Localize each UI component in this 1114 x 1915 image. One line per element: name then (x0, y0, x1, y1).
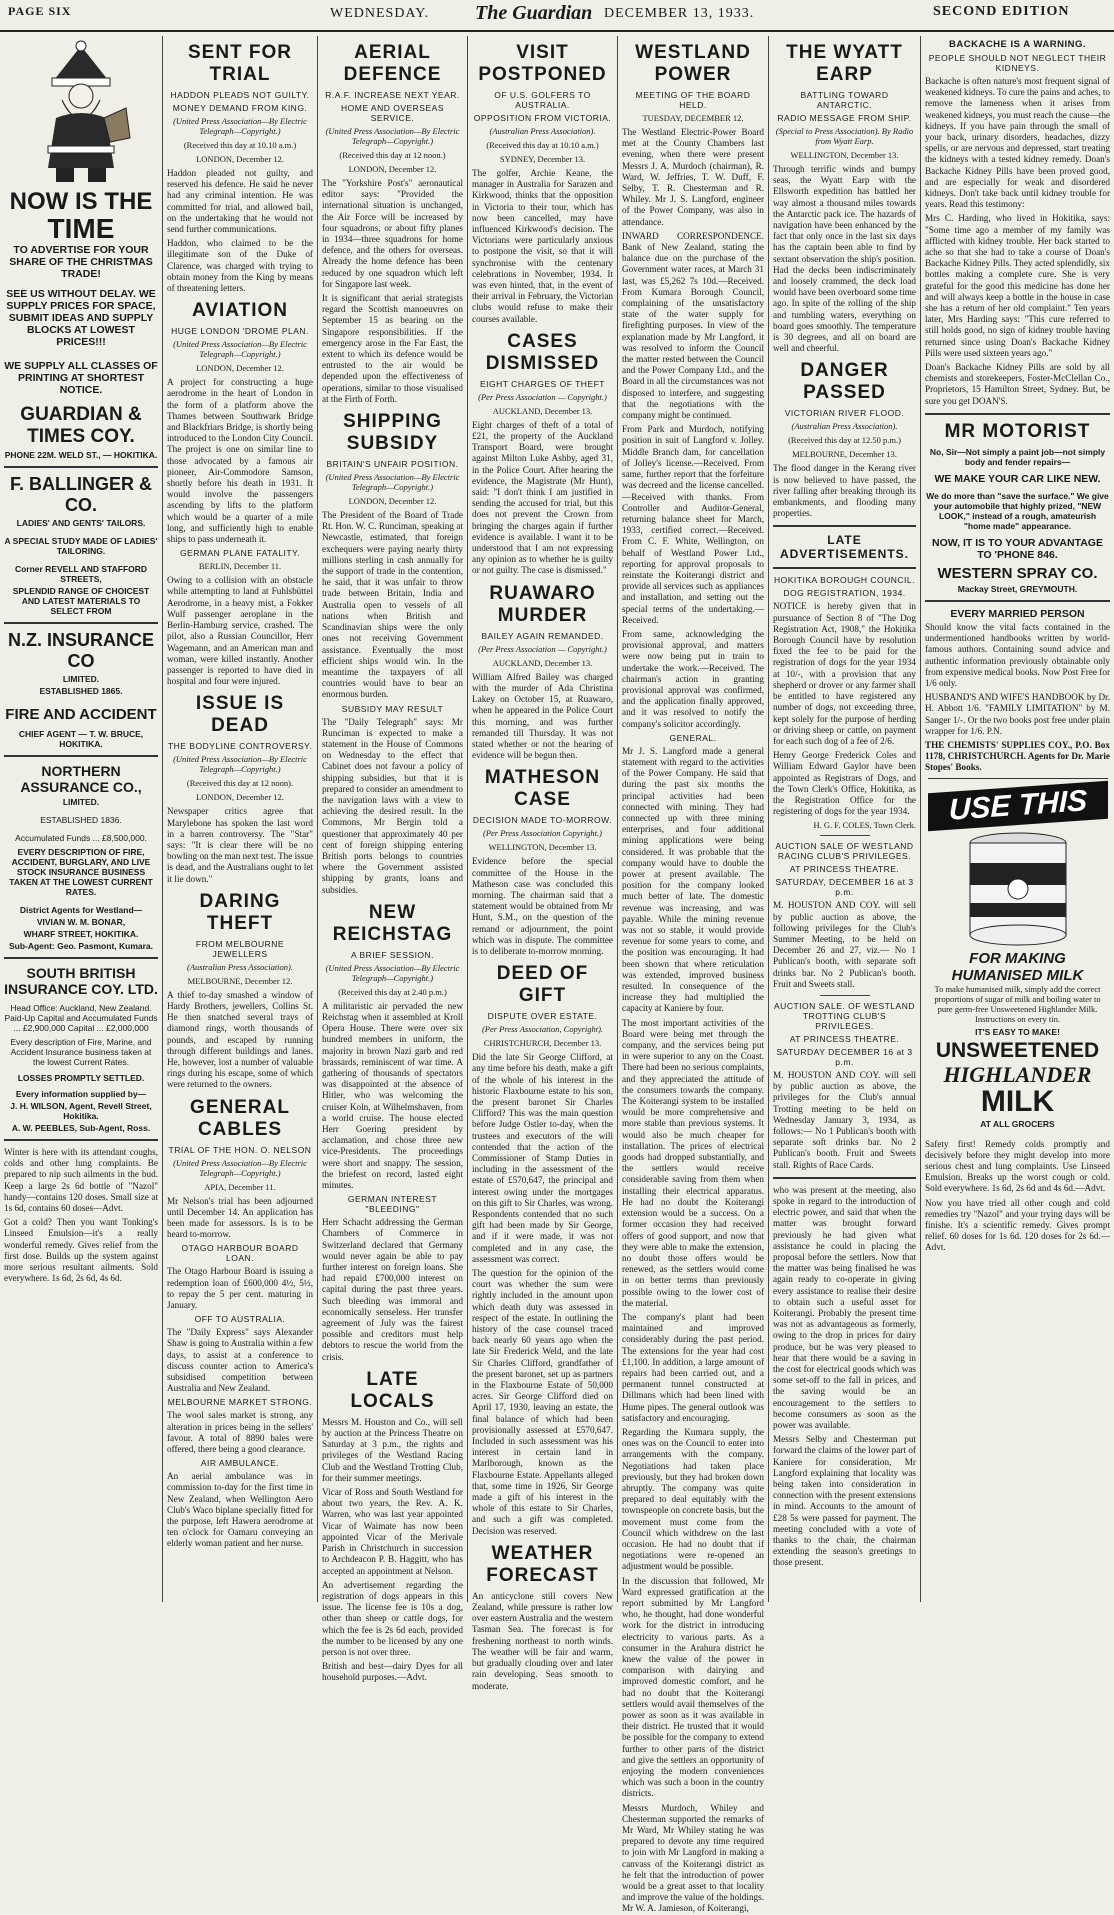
credit: (Australian Press Association). (489, 126, 596, 136)
subhead: BATTLING TOWARD ANTARCTIC. (800, 90, 889, 110)
dateline: AUCKLAND, December 13. (492, 657, 593, 668)
dateline: BERLIN, December 11. (198, 561, 282, 572)
column-ads (0, 36, 162, 1602)
subhead: GENERAL. (669, 732, 717, 743)
article-paragraph: The Otago Harbour Board is issuing a redemption loan of £600,000 4½, 5½, to repay the 5 per cent. maturing in January. (167, 1266, 313, 1310)
article-paragraph: The "Daily Express" says Alexander Shaw is going to Australia within a few days, to assist at a conference to discuss counter action to America's subsidised competition between Australia and New Zealand. (167, 1327, 313, 1394)
subhead: DECISION MADE TO-MORROW. (472, 815, 613, 826)
ad-nz-insurance: N.Z. INSURANCE CO (7, 630, 154, 671)
ad-vivian-bonar: VIVIAN W. M. BONAR, (36, 917, 126, 927)
subhead: TRIAL OF THE HON. O. NELSON (168, 1144, 312, 1155)
credit: (United Press Association—By Electric Telegraph—Copyright.) (173, 116, 307, 136)
headline-cases-dismissed: CASES DISMISSED (485, 330, 600, 374)
santa-claus-illustration (26, 38, 136, 188)
dateline: LONDON, December 12. (348, 496, 437, 507)
subhead: AT PRINCESS THEATRE. (789, 864, 900, 875)
divider (4, 1139, 158, 1141)
subhead: DISPUTE OVER ESTATE. (487, 1011, 598, 1022)
article-paragraph: Evidence before the special committee of the House in the Matheson case was concluded this morning. The chairman said that a statement would be obtained from Mr Hunt, S.M., on the question of the remand or adjournment, the point which was in dispute. The committee is to deliberate to-morrow morning. (472, 856, 613, 956)
ad-paragraph: THE CHEMISTS' SUPPLIES COY., P.O. Box 1178, CHRISTCHURCH. Agents for Dr. Marie Stopes' Books. (925, 739, 1110, 773)
headline-visit-postponed: VISIT POSTPONED (478, 42, 607, 85)
ad-sub-agent: Sub-Agent: Geo. Pasmont, Kumara. (8, 941, 154, 951)
subhead: BRITAIN'S UNFAIR POSITION. (326, 459, 459, 470)
article-paragraph: The company's plant had been maintained and improved considerably during the past period. The extensions for the year had cost £1,100. In addition, a large amount of repairs had been carried out, and a permanent tunnel constructed at Dillmans which had been lined with Hume pipes. The general outlook was satisfactory and encouraging. (622, 1311, 764, 1423)
ad-information: Every information supplied by— (15, 1089, 147, 1099)
article-paragraph: Did the late Sir George Clifford, at any time before his death, make a gift of the whole of his interest in the historic Flaxbourne estate to his son, the present baronet Sir Charles Clifford? This was the main question before Judge Ostler to-day, when the trustees and executors of the will contended that the action of the Commissioner of Stamp Duties in including in the assessment of the estate of £570,647, the principal and interest owing under the mortgages on this gift to Sir Charles, was wrong. Respondents contended that no such gift had been made by Sir George, and if it were made, it was not completed and in any case, the assessment was correct. (472, 1052, 613, 1264)
divider (773, 525, 916, 527)
headline-shipping-subsidy: SHIPPING SUBSIDY (343, 411, 442, 455)
ad-northern-assurance: NORTHERN ASSURANCE CO., (20, 763, 142, 795)
ad-fire-accident: FIRE AND ACCIDENT (5, 706, 157, 723)
article-paragraph: An aerial ambulance was in commission to-day for the first time in New Zealand, when Wellington Aero Club's Waco biplane specially fitted for the purpose, left Hawera aerodrome at ten o'clock for Oamaru conveying an elderly woman patient and her nurse. (167, 1471, 313, 1549)
credit: (Per Press Association, Copyright). (481, 1024, 604, 1035)
ad-northern-limited: LIMITED. (62, 797, 100, 807)
notice-paragraph: Henry George Frederick Coles and William Edward Gaylor have been appointed as Registrars of Dogs, and the Town Clerk's Office, Hokitika, as the Registration Office for the registering of dogs for the year 1934. (773, 750, 916, 817)
article-paragraph: The President of the Board of Trade Rt. Hon. W. C. Runciman, speaking at Newcastle, estimated, that foreign exchequers were paying nearly thirty millions sterling in cash annually for the support of trade in the contention, he said, that it was unfair to throw trade between Britain, India and Australia open to vessels of all nations when British and Scandinavian ships were the only ones not receiving Government assistance. Eventually the most efficient ships would win. In the meantime the taxpayers of all countries would have to bear an enormous burden. (322, 510, 463, 700)
article-paragraph: Haddon, who claimed to be the illegitimate son of the Duke of Clarence, was charged with trying to obtain money from the King by means of threatening letters. (167, 238, 313, 294)
subhead: OTAGO HARBOUR BOARD LOAN. (181, 1243, 299, 1264)
article-paragraph: Regarding the Kumara supply, the ones was on the Council to enter into arrangements with the company. Negotiations had taken place previously, but they had broken down abruptly. The company was quite prepared to deal equitably with the townspeople on concrete basis, but the movement must come from the Council which withdrew on the last occasion. He had no doubt that if negotiations were re-opened an adjustment would be possible. (622, 1426, 764, 1572)
ad-advertise: TO ADVERTISE FOR YOUR SHARE OF THE CHRISTMAS TRADE! (9, 244, 153, 280)
divider (925, 413, 1110, 415)
ad-line: NOW, IT IS TO YOUR ADVANTAGE TO 'PHONE 846. (932, 536, 1103, 561)
ad-paragraph: Should know the vital facts contained in the undermentioned handbooks written by world-famous authors. Containing sound advice and authentic information previously obtainable only from expensive medical books. Now Post Free for 1/6 only. (925, 621, 1110, 688)
article-paragraph: William Alfred Bailey was charged with the murder of Ada Christina Lakey on October 15, at Ruawaro, when he appeared in the Police Court this morning, and was further remanded till Thursday. It was not stated whether or not the hearing of evidence will be begun then. (472, 671, 613, 761)
divider (925, 600, 1110, 602)
milk-ad-unsweetened: UNSWEETENED (935, 1038, 1100, 1062)
headline-late-advertisements: LATE ADVERTISEMENTS. (779, 533, 909, 562)
ad-now-is-the: NOW IS THE (9, 188, 153, 215)
article-paragraph: A project for constructing a huge aerodrome in the heart of London in the form of a platform above the Thames between Southwark Bridge and Blackfriars Bridge, is shortly being introduced to the London City Council. The project is one on similar line to those advocated by a famous air pioneer, Air-Commodore Samson, shortly before his death in 1931. It would involve the passengers ascending by lifts to the platform which would be a quarter of a mile long, and sufficiently high to enable ships to pass underneath it. (167, 377, 313, 545)
ad-paragraph: Doan's Backache Kidney Pills are sold by all chemists and storekeepers, Foster-McClellan Co., Proprietors, 15 Hamilton Street, Sydney. But, be sure you get DOAN'S. (925, 362, 1110, 406)
article-paragraph: From same, acknowledging the provisional approval, and matters were now being put in train to undertake the work.—Received. The chairman's action in granting provisional approval was confirmed, and the application finally approved, and it was resolved to notify the company's solicitor accordingly. (622, 628, 764, 729)
article-paragraph: Haddon pleaded not guilty, and reserved his defence. He said he never had any criminal intention. He was committed for trial, and allowed bail, on the undertaking that he would not send further communications. (167, 168, 313, 235)
article-paragraph: An advertisement regarding the registration of dogs appears in this issue. The license fee is 10s a dog, other than sheep or cattle dogs, for which the fee is 2s 6d each, provided the number to be licensed by any one person is not over three. (322, 1579, 463, 1657)
divider (820, 835, 870, 836)
headline-sent-for-trial: SENT FOR TRIAL (187, 42, 293, 85)
notice-paragraph: NOTICE is hereby given that in pursuance of Section 8 of "The Dog Registration Act, 1908," the Hokitika Borough Council have by resolution fixed the fee to be paid for the registration of dogs for the year 1934 at 10/-, with a provision that any shepherd or drover or any farmer shall be entitled to have registered any number of dogs, not exceeding three, kept solely for the purpose of herding or driving sheep or cattle, on payment for each such dog of a fee of 2/6. (773, 601, 916, 746)
article-paragraph: Mr Nelson's trial has been adjourned until December 14. An application has been made for assessors. Is is to be heard to-morrow. (167, 1195, 313, 1240)
credit: (United Press Association—By Electric Telegraph—Copyright.) (173, 754, 307, 775)
subhead: VICTORIAN RIVER FLOOD. (784, 408, 905, 419)
divider (4, 755, 158, 757)
headline-ruawaro-murder: RUAWARO MURDER (489, 582, 596, 626)
masthead-day: WEDNESDAY. (330, 6, 430, 21)
ad-paragraph: Safety first! Remedy colds promptly and decisively before they might develop into more serious chest and lung complaints. Use Linseed Emulsion. Breaks up the worst cough or cold. Sold everywhere. 1s 6d, 2s 6d and 4s 6d.—Advt. (925, 1138, 1110, 1194)
highlander-milk-ad (928, 778, 1108, 1139)
article-paragraph: Owing to a collision with an obstacle while attempting to land at Fuhlsbüttel Aerodrome, in a heavy mist, a Fokker Wulf passenger aeroplane in the Berlin-Hamburg service, crashed. The pilot, also a Russian Councillor, Herr Wagemann, and an American man and woman, were killed instantly. Another passenger is reported to have died in hospital and four were injured. (167, 575, 313, 687)
column-7 (921, 36, 1114, 1602)
column-5 (618, 36, 768, 1914)
received-time: (Received this day at 10.10 a.m.) (183, 140, 297, 150)
article-paragraph: A militaristic air pervaded the new Reichstag when it assembled at Kroll Opera House. There were over six hundred members in uniform, the majority in brown Nazi garb and red brassards, reminiscent of war time. A gathering of thousands of spectators was disappointed at the absence of Hitler, who was welcoming the cruiser Koln, at Wilhelmshaven, from a world cruise. The house elected Herr Goering president by acclamation, and chose three new vice-Presidents. The proceedings were short and snappy. The session, the briefest on record, lasted eight minutes. (322, 1000, 463, 1191)
edition-label: SECOND EDITION (933, 4, 1070, 19)
article-paragraph: The Westland Electric-Power Board met at the County Chambers last evening, when there were present Messrs J. A. Murdoch (chairman), R. Ward, W. Jeffries, T. W. Duff, F. Selby, T. R. Chesterman and R. Whiley. Mr J. S. Langford, engineer of the Power Company, was also in attendance. (622, 127, 764, 227)
ad-splendid: SPLENDID RANGE OF CHOICEST AND LATEST MATERIALS TO SELECT FROM (12, 586, 150, 616)
masthead-date: DECEMBER 13, 1933. (604, 6, 755, 21)
ad-corner: Corner REVELL AND STAFFORD STREETS, (14, 564, 148, 584)
article-paragraph: Messrs Selby and Chesterman put forward the claims of the lower part of Kaniere for consideration, Mr Langford explaining that locality was being taken into consideration in connection with the present extensions in mind. Accounts to the amount of £28 5s were passed for payment. The meeting concluded with a vote of thanks to the chair, the chairman extending the season's greetings to those present. (773, 1434, 916, 1568)
headline-wyatt-earp: THE WYATT EARP (786, 42, 903, 85)
headline-danger-passed: DANGER PASSED (800, 360, 889, 404)
article-paragraph: The flood danger in the Kerang river is now believed to have passed, the river falling after breaking through its embankments, and flooding many properties. (773, 463, 916, 519)
notice-signature: H. G. F. COLES, Town Clerk. (813, 820, 916, 831)
article-paragraph: The wool sales market is strong, any alteration in prices being in the sellers' favour. A total of 8890 bales were offered, there being a good clearance. (167, 1410, 313, 1455)
article-paragraph: In the discussion that followed, Mr Ward expressed gratification at the report submitted by Mr Langford who, he thought, had done wonderful work for the district in introducing electricity to various parts. As a consumer in the Arahura district he knew the value of the power in comparison with dairying and improved domestic comfort, and he had no doubt that the Koiterangi settlers would avail themselves of the power as soon as it was available in their district. He trusted that it would be possible for the company to extend further to other parts of the district and give the settlers an opportunity of enjoying the modern conveniences which was such a boon in the country districts. (622, 1575, 764, 1799)
subhead: EIGHT CHARGES OF THEFT (480, 378, 605, 389)
credit: (Special to Press Association). By Radio from Wyatt Earp. (775, 126, 914, 146)
dateline: APIA, December 11. (204, 1181, 276, 1192)
ad-line: WE MAKE YOUR CAR LIKE NEW. (934, 472, 1101, 485)
article-paragraph: The "Yorkshire Post's" aeronautical editor says: "Provided the international situation is unchanged, the Air Force will be increased by four squadrons, or about fifty planes in 1934—three squadrons for home defence, and the others for overseas. Already the home defence has been reduced by one squadron which left for Singapore last week. (322, 178, 463, 289)
ad-paragraph: Now you have tried all other cough and cold remedies try "Nazol" and your trying days will be finishe. It's a scientific remedy. Gives prompt relief. 60 doses for 1s 6d. 120 doses for 2s 6d.—Advt. (925, 1197, 1110, 1253)
received-time: (Received this day at 12.50 p.m.) (788, 435, 901, 446)
ad-ballinger: F. BALLINGER & CO. (10, 474, 152, 515)
dateline: TUESDAY, DECEMBER 12. (642, 113, 744, 123)
subhead: HOME AND OVERSEAS SERVICE. (341, 103, 444, 123)
dateline: CHRISTCHURCH, December 13. (483, 1038, 602, 1049)
subhead: AT PRINCESS THEATRE. (789, 1033, 900, 1044)
article-paragraph: It is significant that aerial strategists regard the Scottish manoeuvres on September 15 as bearing on the Singapore responsibilities. If the emergency arose in the Far East, the extent to which its defence would be entrusted to the air would be depended upon the effectiveness of operations, similar to those visualised at the Firth of Forth. (322, 293, 463, 404)
ad-funds: Accumulated Funds ... £8,500,000. (15, 833, 147, 843)
ad-paragraph: Mrs C. Harding, who lived in Hokitika, says: "Some time ago a member of my family was afflicted with kidney trouble. Her back started to ache so that she had to take a course of Doan's Backache Kidney Pills. They acted splendidly, six bottles making a complete cure. She is very grateful for the good this medicine has done her and will always keep a bottle in the house in case she has a return of her old complaint." Ten years later, Mrs Harding says: "This cure referred to still holds good, no sign of kidney trouble having returned since using Doan's Backache Kidney Pills were used sixteen years ago." (925, 213, 1110, 358)
ad-western-spray: WESTERN SPRAY CO. (937, 564, 1098, 582)
milk-ad-use-this: USE THIS (928, 780, 1108, 831)
subhead: AUCTION SALE. OF WESTLAND TROTTING CLUB'S PRIVILEGES. (774, 1000, 915, 1031)
article-paragraph: From Park and Murdoch, notifying position in suit of Langford v. Jolley. Middle Branch dam, for cancellation of Jolley's license.—Received. From same, further report that the forfeiture was decreed and the license cancelled.—Received with thanks. From Controller and Auditor-General, returning balance sheet for March, 1933, certified correct.—Received. From C. F. White, Wellington, on behalf of Westland Power Ltd., reporting for approval proposals to reinstate the Koiterangi district and provide all services such as appliances and installation, and setting out the special terms of the undertaking.—Received. (622, 424, 764, 625)
ad-linseed-emulsion: Got a cold? Then you want Tonking's Linseed Emulsion—it's a really wonderful remedy. Gives relief from the first dose. Builds up the system against more serious resultant ailments. Sold everywhere. 1s 6d, 2s 6d, 4s 6d. (4, 1217, 158, 1284)
subhead: MONEY DEMAND FROM KING. (172, 103, 308, 113)
ad-see-us: SEE US WITHOUT DELAY. WE SUPPLY PRICES FOR SPACE, SUBMIT IDEAS AND SUPPLY BLOCKS AT LOWEST PRICES!!! (6, 288, 156, 348)
article-paragraph: Newspaper critics agree that Marylebone has spoken the last word in a barren controversy. The "Star" says: "It is clear there will be no bowling on the man next test. The issue is dead, and the Australians ought to let it lie down." (167, 806, 313, 884)
ad-line: No, Sir—Not simply a paint job—not simply body and fender repairs— (929, 446, 1106, 467)
article-paragraph: Vicar of Ross and South Westland for about two years, the Rev. A. K. Warren, who was last year appointed Vicar of Waimate has now been appointed Vicar of the Merivale Parish in Christchurch in succession to Archdeacon P. B. Haggitt, who has accepted an appointment at Nelson. (322, 1487, 463, 1576)
subhead: PEOPLE SHOULD NOT NEGLECT THEIR KIDNEYS. (928, 53, 1107, 73)
ad-every-description: EVERY DESCRIPTION OF FIRE, ACCIDENT, BURGLARY, AND LIVE STOCK INSURANCE BUSINESS TAKEN AT THE LOWEST CURRENT RATES. (9, 847, 153, 897)
subhead: AIR AMBULANCE. (200, 1458, 280, 1469)
divider (773, 567, 916, 569)
dateline: LONDON, December 12. (348, 164, 437, 174)
credit: (Per Press Association Copyright.) (483, 828, 602, 839)
subhead: OF U.S. GOLFERS TO AUSTRALIA. (494, 90, 591, 110)
column-4 (468, 36, 617, 1691)
headline-aerial-defence: AERIAL DEFENCE (343, 42, 442, 85)
ad-married-person: EVERY MARRIED PERSON (950, 607, 1085, 620)
article-paragraph: A thief to-day smashed a window of Hardy Brothers, jewellers, Collins St. He then snatched several trays of diamond rings, worth thousands of pounds, and escaped by running through different buildings and lanes. He, however, lost a number of valuable rings during his escape, some of which were returned to the owners. (167, 989, 313, 1090)
milk-ad-instructions: To make humanised milk, simply add the correct proportions of sugar of milk and boiling water to pure germ-free Unsweetened Highlander Milk. Instructions on every tin. (934, 983, 1101, 1024)
article-paragraph: The golfer, Archie Keane, the manager in Australia for Sarazen and Kirkwood, thinks that the opposition in Victoria to their tour, which has now been cancelled, may have influenced Kirkwood's decision. The Victorians were particularly anxious to postpone the visit, so that it will synchronise with the centenary celebrations in November, 1934. It was even hinted, that, in the event of their arrival in February, the Victorian clubs would refuse to make their courses available. (472, 168, 613, 324)
headline-weather-forecast: WEATHER FORECAST (486, 1542, 599, 1586)
ad-district-agents: District Agents for Westland— (19, 905, 143, 915)
dateline: WELLINGTON, December 13. (488, 842, 597, 853)
notice-paragraph: M. HOUSTON AND COY. will sell by public auction as above, the following privileges for the Club's Summer Meeting, to be held on December 26 and 27, viz.— No 1 Publican's booth, with separate soft drinks bar. No 2 Publican's booth. Fruit and Sweets stall. (773, 900, 916, 989)
column-2 (163, 36, 317, 1602)
headline-aviation: AVIATION (192, 300, 288, 322)
subhead: DOG REGISTRATION, 1934. (783, 588, 906, 599)
received-time: (Received this day at 12 noon.) (339, 150, 446, 160)
headline-general-cables: GENERAL CABLES (190, 1096, 290, 1140)
divider (773, 1177, 916, 1179)
subhead: OFF TO AUSTRALIA. (194, 1314, 286, 1325)
article-paragraph: The question for the opinion of the court was whether the sum were rightly included in the amount upon which death duty was assessed in respect of the estate. In outlining the history of the case counsel traced back nearly 60 years ago when the late Sir Frederick Weld, and the late Sir Charles Clifford, grandfather of the present baronet, set up as partners in the Flaxbourne Estate of 50,000 acres. Sir George Clifford died on April 17, 1930, leaving an estate, the final balance of which had been provisionally assessed at £570,647. Included in such assessment was his interest in certain land in Marlborough, known as the Flaxbourne Estate. Appellants alleged that, some time in 1926, Sir George made a gift of his interest in the whole of this estate to Sir Charles, and such a gift was completed. Decision was reserved. (472, 1268, 613, 1536)
dateline: SYDNEY, December 13. (499, 154, 586, 164)
credit: (United Press Association—By Electric Telegraph—Copyright.) (325, 962, 460, 983)
headline-new-reichstag: NEW REICHSTAG (332, 901, 453, 945)
subhead: MEETING OF THE BOARD HELD. (635, 90, 751, 110)
column-6 (769, 36, 920, 1602)
column-3 (318, 36, 467, 1683)
ad-every-description-2: Every description of Fire, Marine, and Accident Insurance business taken at the lowest Current Rates. (10, 1037, 152, 1067)
ad-paragraph: Backache is often nature's most frequent signal of weakened kidneys. To cure the pains and aches, to remove the lameness when it arises from weakened kidneys, you must reach the cause—the kidneys. If you have pain through the small of your back, urinary disorders, headaches, dizzy spells, or are nervous and depressed, start treating the kidneys with a tested kidney remedy. Doan's Backache Kidney Pills have been proved good, and are especially for weak and disordered kidneys. Don't take back until kidney trouble for years. Read this testimony: (925, 76, 1110, 210)
subhead: A BRIEF SESSION. (350, 949, 435, 960)
ad-limited: LIMITED. (62, 674, 100, 684)
article-paragraph: Eight charges of theft of a total of £21, the property of the Auckland Transport Board, were brought against Milton Luke Ashby, aged 31, in the Police Court. After hearing the evidence, the Magistrate (Mr Hunt), said: "I don't think I am justified in sending the accused for trial, but this does not prevent the Crown from bringing the charges again if further evidence is available. I want it to be understood that I am not expressing any opinion as to whether he is guilty or not guilty. The case is dismissed." (472, 419, 613, 576)
credit: (Per Press Association — Copyright.) (478, 391, 607, 402)
ad-south-british: SOUTH BRITISH INSURANCE COY. LTD. (4, 965, 158, 997)
credit: (Australian Press Association). (186, 961, 293, 972)
page-number: PAGE SIX (8, 4, 72, 18)
newspaper-title: The Guardian (475, 2, 593, 24)
article-paragraph: Through terrific winds and bumpy seas, the Wyatt Earp with the Ellsworth expedition has battled her way almost a thousand miles towards the Antarctic pack ice. The hazards of navigation have been enhanced by the fact that only once in the last six days has the captain been able to find by sextant observation the ship's position. Had the decks been indiscriminately and loosely crammed, the deck load would have been overboard some time ago. In spite of the rolling of the ship and tumbling waters, everything on board goes smoothly. The temperature is 30 degrees, and all on board are well and cheerful. (773, 164, 916, 354)
masthead (0, 0, 1114, 32)
article-paragraph: Mr J. S. Langford made a general statement with regard to the activities of the Power Company. He said that during the past six months the principal activities had been connected with mining. They had connected up with three mining enterprises, and four additional mining applications were being considered. It was probable that the company would have to double the power at present available. The position for the company looked much better of late. The domestic revenue was increasing, and was payable. While the mining revenue was not so stable, it would provide revenue for some years to come, and the position was encouraging. It had been shown that where reticulation was extended, improved business resulted. In consequence of the increase they had multiplied the capacity at Kaniere by four. (622, 745, 764, 1014)
article-paragraph: who was present at the meeting, also spoke in regard to the introduction of electric power, and said that when the matter was brought forward previously he had given what assistance he could in placing the proposal before the settlers. Now that the matter was being finalised he was again ready to co-operate in giving every assistance to realise their desire to obtain such a useful asset for Koiterangi. Probably the present time was not as advantageous as formerly, owing to the drop in prices for dairy produce, but he was very pleased to hear that there would be a saving in the cost for electrical goods which was some set-off to the fall in prices, and the saving would be an encouragement to the settlers to become consumers as soon as the power was available. (773, 1184, 916, 1431)
received-time: (Received this day at 12 noon). (186, 778, 294, 789)
ad-line: We do more than "save the surface." We give your automobile that highly prized, "NEW LOOK," instead of a rough, amateurish "home made" appearance. (926, 490, 1109, 531)
article-paragraph: The "Daily Telegraph" says: Mr Runciman is expected to make a statement in the House of Commons on Wednesday to the effect that Cabinet does not favour a policy of shipping subsidies, but that it is prepared to consider an amendment to the navigation laws with a view to achieving the desired result. In the Commons, Mr Bergin told a questioner that approximately 40 per cent of foreign shipping entering British ports belongs to countries where the Government assisted shipping by grants, loans and subsidies. (322, 716, 463, 895)
credit: (United Press Association—By Electric Telegraph—Copyright.) (173, 1157, 307, 1178)
received-time: (Received this day at 2.40 p.m.) (338, 986, 447, 997)
article-paragraph: Herr Schacht addressing the German Chambers of Commerce in Switzerland declared that Germany would never again be able to pay further interest on foreign loans. She had repaid £700,000 interest on capital during the past three years. Such bleeding was immoral and economically senseless. Her transfer agreement of July was the fairest possible and creditors must help debtors to rescue the world from the crisis. (322, 1217, 463, 1362)
article-paragraph: British and best—dairy Dyes for all household purposes.—Advt. (322, 1661, 463, 1683)
credit: (United Press Association—By Electric Telegraph—Copyright.) (173, 339, 307, 360)
subhead: HUGE LONDON 'DROME PLAN. (171, 326, 309, 337)
ad-line: Mackay Street, GREYMOUTH. (957, 583, 1078, 594)
divider (4, 466, 158, 468)
milk-tin-icon (928, 825, 1108, 945)
subhead: HADDON PLEADS NOT GUILTY. (170, 90, 310, 100)
dateline: LONDON, December 12. (196, 792, 284, 803)
headline-mr-motorist: MR MOTORIST (944, 420, 1091, 442)
milk-ad-milk: MILK (980, 1084, 1055, 1118)
ad-losses: LOSSES PROMPTLY SETTLED. (17, 1073, 145, 1083)
ad-established: ESTABLISHED 1865. (39, 686, 123, 696)
ad-wharf-street: WHARF STREET, HOKITIKA. (23, 929, 139, 939)
ad-study: A SPECIAL STUDY MADE OF LADIES' TAILORING. (4, 536, 158, 556)
ad-established-1836: ESTABLISHED 1836. (40, 815, 122, 825)
ad-paragraph: HUSBAND'S AND WIFE'S HANDBOOK by Dr. H. Abbott 1/6. "FAMILY LIMITATION" by M. Sanger 1/-. Or the two books post free under plain wrapper for 1/6. P.N. (925, 692, 1110, 736)
subhead: GERMAN INTEREST "BLEEDING" (347, 1194, 438, 1215)
headline-matheson-case: MATHESON CASE (484, 767, 601, 811)
headline-deed-of-gift: DEED OF GIFT (496, 963, 589, 1007)
dateline: MELBOURNE, December 12. (187, 975, 293, 986)
headline-daring-theft: DARING THEFT (199, 890, 281, 934)
dateline: MELBOURNE, December 13. (792, 449, 897, 460)
subhead: SATURDAY, DECEMBER 16 at 3 p.m. (775, 877, 914, 898)
ad-chief-agent: CHIEF AGENT — T. W. BRUCE, HOKITIKA. (18, 729, 144, 749)
milk-ad-easy: IT'S EASY TO MAKE! (975, 1026, 1060, 1037)
milk-ad-highlander: HIGHLANDER (943, 1061, 1092, 1087)
ad-time: TIME (47, 213, 115, 244)
article-paragraph: An anticyclone still covers New Zealand, while pressure is rather low over eastern Australia and the western Tasman Sea. The forecast is for freshening northeast to north winds. The weather will be fair and warm, but gradually clouding over and later rain developing. Seas smooth to moderate. (472, 1590, 613, 1691)
dateline: AUCKLAND, December 13. (492, 405, 593, 416)
subhead: HOKITIKA BOROUGH COUNCIL. (774, 575, 915, 586)
ad-winter-nazol: Winter is here with its attendant coughs, colds and other lung complaints. Be prepared to nip such ailments in the bud. Keep a large 2s 6d bottle of "Nazol" handy—contains 120 doses. Small size at 1s 6d, contains 60 doses—Advt. (4, 1147, 158, 1214)
credit: (United Press Association—By Electric Telegraph—Copyright.) (325, 126, 460, 146)
credit: (Per Press Association — Copyright.) (478, 643, 607, 654)
subhead: RADIO MESSAGE FROM SHIP. (777, 113, 912, 123)
article-paragraph: INWARD CORRESPONDENCE. Bank of New Zealand, stating the balance due on the purchase of the Government water races, at March 31 last, was £5,262 7s 10d.—Received. From Kumara Borough Council, complaining of the unsatisfactory state of the water supply for firefighting purposes. In view of the explanation made by Mr Langford, it was resolved to inform the Council the matter rested between the Council and the Power Company Ltd., and the Board in all the circumstances was not disposed to interfere, and suggesting that the negotiations with the company might be continued. (622, 230, 764, 421)
divider (820, 995, 870, 996)
divider (4, 957, 158, 959)
headline-late-locals: LATE LOCALS (350, 1368, 435, 1412)
article-paragraph: Messrs Murdoch, Whiley and Chesterman supported the remarks of Mr Ward, Mr Whiley stating he was prepared to devote any time required to join with Mr Langford in making a canvass of the Koiterangi district as he felt that the introduction of power would be a great asset to that locality and improve the value of the holdings. Mr W. A. Jamieson, of Koiterangi, (622, 1802, 764, 1914)
credit: (United Press Association—By Electric Telegraph—Copyright.) (325, 472, 460, 493)
subhead: THE BODYLINE CONTROVERSY. (167, 741, 313, 752)
notice-paragraph: M. HOUSTON AND COY. will sell by public auction as above, the privileges for the Club's annual Trotting meeting to be held on Wednesday January 3, 1934, as follows:— No 1 Publican's booth with separate soft drinks bar. No 2 Publican's booth. Fruit and Sweets stall. Rights of Race Cards. (773, 1069, 916, 1170)
article-paragraph: Messrs M. Houston and Co., will sell by auction at the Princess Theatre on Saturday at 3 p.m., the rights and privileges of the Westland Racing Club and the Westland Trotting Club, for their summer meetings. (322, 1416, 463, 1483)
ad-supply-all: WE SUPPLY ALL CLASSES OF PRINTING AT SHORTEST NOTICE. (4, 360, 158, 396)
subhead: FROM MELBOURNE JEWELLERS (195, 938, 285, 959)
ad-guardian-coy: GUARDIAN & TIMES COY. (20, 404, 142, 447)
ad-head-office: Head Office: Auckland, New Zealand. Paid-Up Capital and Accumulated Funds ... £2,900,000 Capital ... £2,000,000 (4, 1003, 158, 1033)
subhead: AUCTION SALE OF WESTLAND RACING CLUB'S PRIVILEGES. (775, 841, 914, 862)
subhead: MELBOURNE MARKET STRONG. (167, 1397, 313, 1408)
headline-westland-power: WESTLAND POWER (635, 42, 751, 85)
subhead: SATURDAY DECEMBER 16 at 3 p.m. (776, 1046, 913, 1067)
subhead: SUBSIDY MAY RESULT (341, 703, 444, 714)
ad-phone: PHONE 22M. WELD ST., — HOKITIKA. (4, 450, 158, 460)
subhead: R.A.F. INCREASE NEXT YEAR. (325, 90, 460, 100)
ad-peebles: A. W. PEEBLES, Sub-Agent, Ross. (11, 1123, 151, 1133)
subhead: GERMAN PLANE FATALITY. (179, 548, 301, 559)
credit: (Australian Press Association). (791, 421, 898, 432)
dateline: LONDON, December 12. (196, 363, 284, 374)
milk-ad-at-all-grocers: AT ALL GROCERS (980, 1118, 1055, 1129)
milk-ad-for-making: FOR MAKING HUMANISED MILK (951, 949, 1084, 984)
received-time: (Received this day at 10.10 a.m.) (486, 140, 599, 150)
dateline: WELLINGTON, December 13. (790, 150, 899, 160)
subhead: BAILEY AGAIN REMANDED. (481, 630, 604, 641)
headline-issue-is-dead: ISSUE IS DEAD (195, 693, 285, 737)
subhead: BACKACHE IS A WARNING. (949, 39, 1086, 50)
ad-tailors: LADIES' AND GENTS' TAILORS. (16, 518, 146, 528)
ad-wilson: J. H. WILSON, Agent, Revell Street, Hokitika. (10, 1101, 152, 1121)
divider (4, 622, 158, 624)
article-paragraph: The most important activities of the Board were being met through the company, and the services being put in were superior to any on the Coast. There had been no serious complaints, and they appreciated the attitude of the consumers towards the company. The Koiterangi system to be installed would be more comprehensive and more stable than previous systems. It would also be much cheaper for installation. The prices of electrical goods had dropped substantially, and the settlers would receive considerable saving from them when installing their electrical apparatus. He had no doubt the Koiterangi extension would be a success. On a former occasion they had received offers of good support, and now that they were able to make the extension, no doubt those offers would be renewed, as the settlers would come in on better terms than previously possible owing to the lower cost of the material. (622, 1017, 764, 1308)
dateline: LONDON, December 12. (196, 154, 284, 164)
subhead: OPPOSITION FROM VICTORIA. (473, 113, 612, 123)
